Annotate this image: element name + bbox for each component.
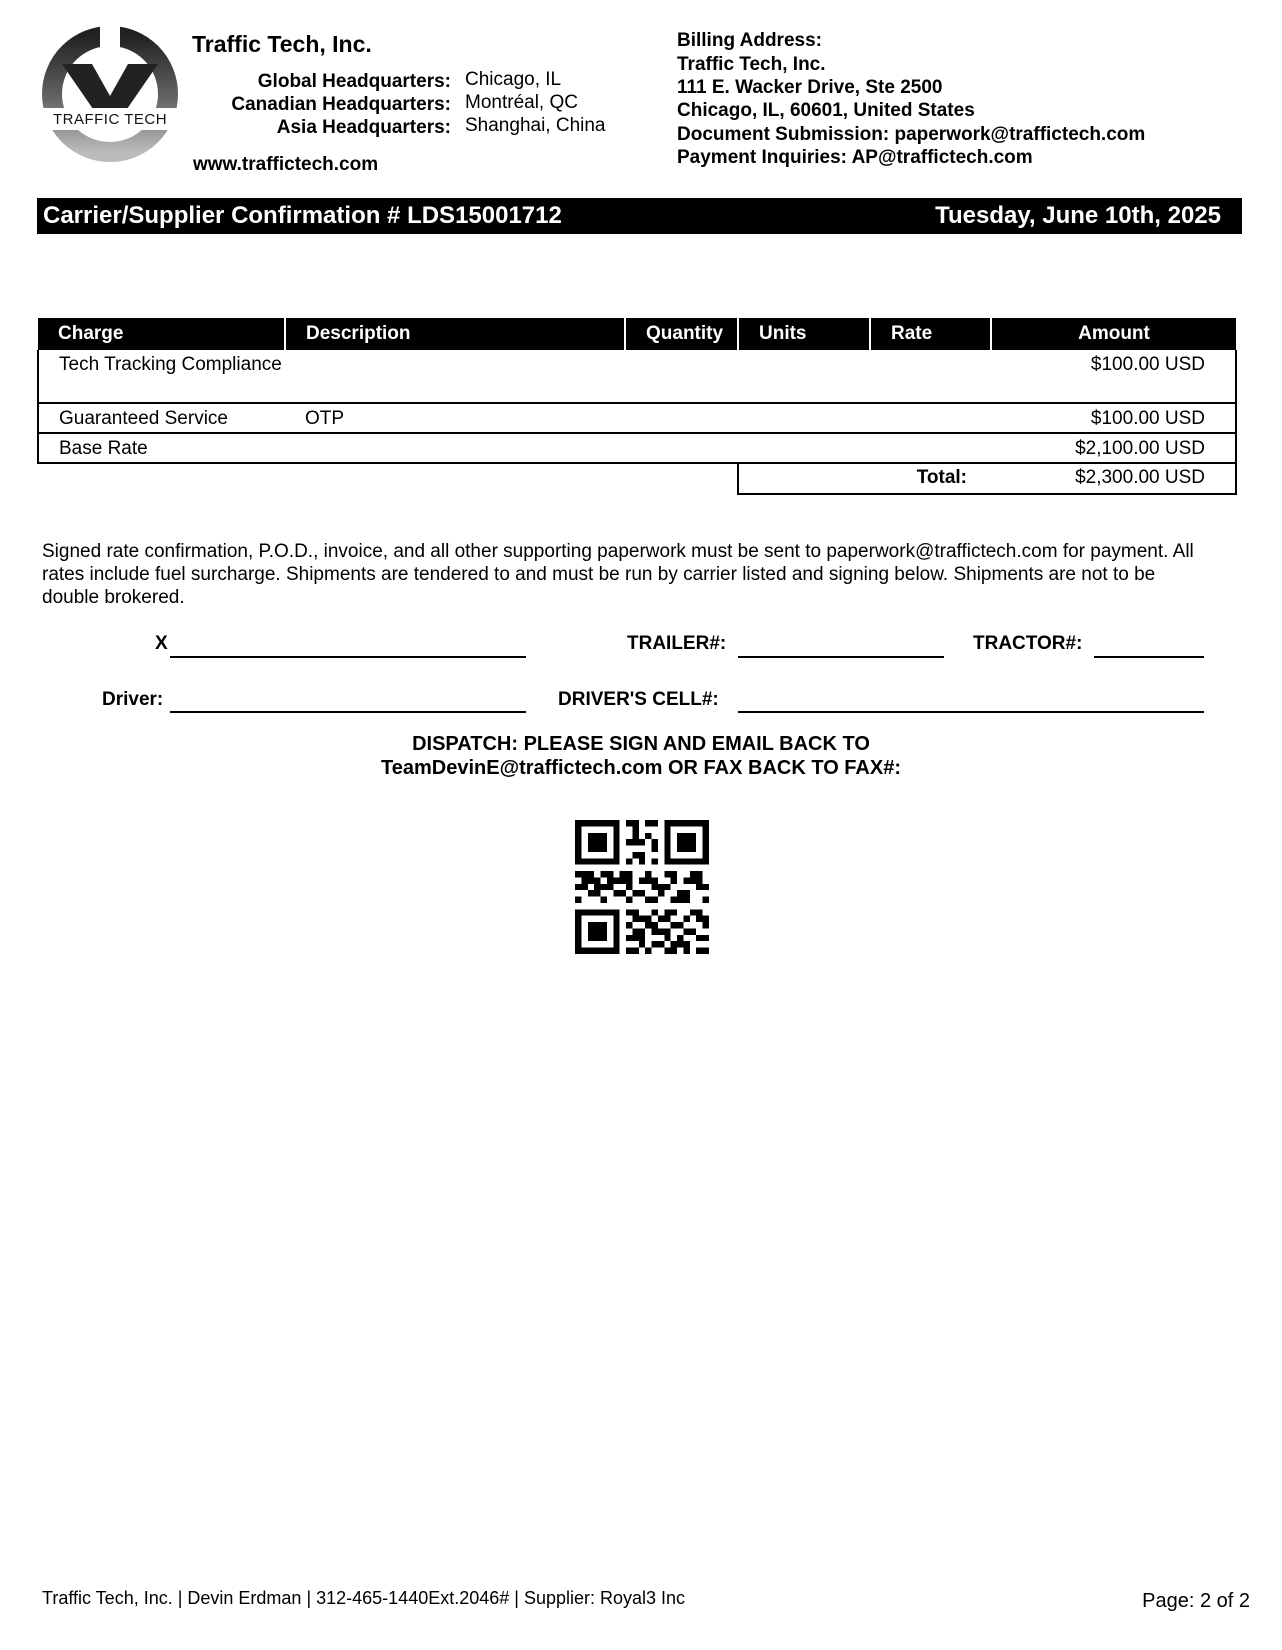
description-cell: OTP [285,403,625,433]
tractor-line[interactable] [1094,656,1204,658]
rate-cell [870,433,991,463]
trailer-label: TRAILER#: [627,633,727,654]
page-number: Page: 2 of 2 [1142,1590,1250,1612]
confirmation-date: Tuesday, June 10th, 2025 [935,202,1221,229]
website-link[interactable]: www.traffictech.com [193,154,379,175]
driver-label: Driver: [102,689,164,710]
units-cell [738,433,870,463]
trailer-line[interactable] [738,656,944,658]
signature-line[interactable] [170,656,526,658]
table-row [38,433,1236,463]
quantity-cell [625,403,738,433]
total-row [38,463,1236,494]
billing-street: 111 E. Wacker Drive, Ste 2500 [677,77,943,98]
col-rate: Rate [870,318,991,350]
hq-global-value: Chicago, IL [465,69,562,90]
qr-code [575,820,709,954]
company-logo [40,24,180,164]
tractor-label: TRACTOR#: [973,633,1083,654]
col-charge: Charge [38,318,285,350]
driver-cell-label: DRIVER'S CELL#: [558,689,719,710]
dispatch-line-2: TeamDevinE@traffictech.com OR FAX BACK TO FAX#: [381,757,901,779]
charge-cell: Guaranteed Service [38,403,285,433]
amount-cell: $100.00 USD [991,350,1236,403]
quantity-cell [625,350,738,403]
col-units: Units [738,318,870,350]
description-cell [285,433,625,463]
amount-cell: $2,100.00 USD [991,433,1236,463]
amount-cell: $100.00 USD [991,403,1236,433]
units-cell [738,403,870,433]
billing-heading: Billing Address: [677,30,822,51]
total-value: $2,300.00 USD [991,463,1236,494]
logo-text: TRAFFIC TECH [52,111,168,128]
company-name: Traffic Tech, Inc. [192,31,372,57]
charges-table [37,318,1235,495]
units-cell [738,350,870,403]
quantity-cell [625,433,738,463]
dispatch-line-1: DISPATCH: PLEASE SIGN AND EMAIL BACK TO [412,733,870,755]
rate-cell [870,403,991,433]
terms-text: Signed rate confirmation, P.O.D., invoice, and all other supporting paperwork must be sent to paperwork@traffictech.com for payment. All rates include fuel surcharge. Shipments are tendered to and must be run by carrier listed and signing below. Shipments are not to be double brokered. [42,541,1194,608]
table-row [38,403,1236,433]
footer-info: Traffic Tech, Inc. | Devin Erdman | 312-465-1440Ext.2046# | Supplier: Royal3 Inc [42,1588,686,1608]
hq-canadian-label: Canadian Headquarters: [231,94,451,115]
driver-cell-line[interactable] [738,711,1204,713]
hq-asia-label: Asia Headquarters: [276,117,451,138]
charge-cell: Base Rate [38,433,285,463]
charge-cell: Tech Tracking Compliance [38,350,285,403]
hq-global-label: Global Headquarters: [257,71,451,92]
table-row [38,350,1236,403]
description-cell [285,350,625,403]
billing-company: Traffic Tech, Inc. [677,54,826,75]
col-quantity: Quantity [625,318,738,350]
rate-cell [870,350,991,403]
billing-document-submission: Document Submission: paperwork@traffictech.com [677,124,1146,145]
driver-line[interactable] [170,711,526,713]
confirmation-title: Carrier/Supplier Confirmation # LDS15001712 [43,202,562,229]
signature-x-label: X [155,633,168,654]
dispatch-instructions [0,732,1282,780]
total-label: Total: [738,463,991,494]
col-amount: Amount [991,318,1236,350]
billing-city: Chicago, IL, 60601, United States [677,100,975,121]
billing-payment-inquiries: Payment Inquiries: AP@traffictech.com [677,147,1033,168]
hq-canadian-value: Montréal, QC [465,92,578,113]
col-description: Description [285,318,625,350]
hq-asia-value: Shanghai, China [465,115,606,136]
charges-header-row [38,318,1236,350]
